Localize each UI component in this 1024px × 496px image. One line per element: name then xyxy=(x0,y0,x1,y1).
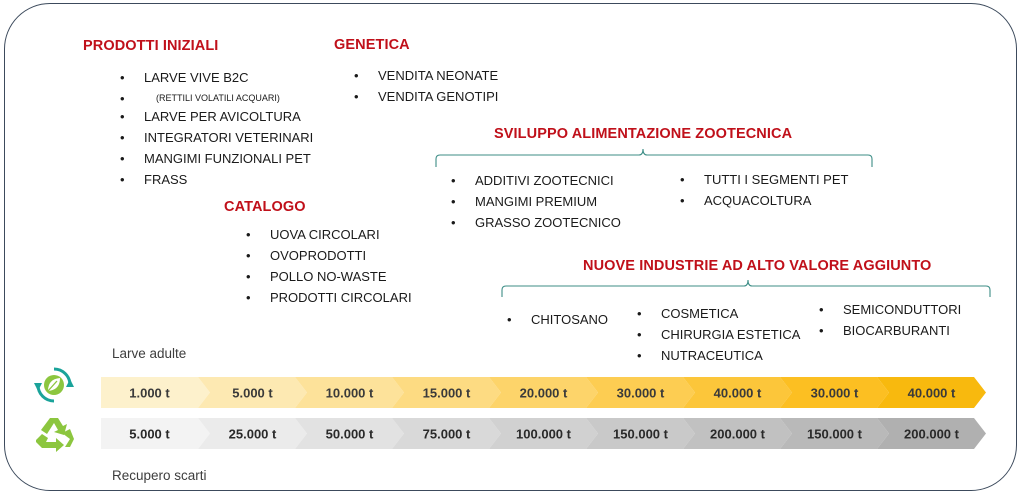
list-item: • NUTRACEUTICA xyxy=(637,345,800,366)
list-item: • MANGIMI PREMIUM xyxy=(451,191,621,212)
list-item: • COSMETICA xyxy=(637,303,800,324)
list-item: • CHITOSANO xyxy=(507,309,608,330)
list-item: • SEMICONDUTTORI xyxy=(819,299,961,320)
larve-value-1: 1.000 t xyxy=(129,385,170,401)
catalogo-title: CATALOGO xyxy=(224,199,306,215)
scarti-value-9: 200.000 t xyxy=(904,426,959,442)
larve-value-3: 10.000 t xyxy=(325,385,374,401)
nuove-industrie-title: NUOVE INDUSTRIE AD ALTO VALORE AGGIUNTO xyxy=(583,258,932,274)
list-item: • VENDITA GENOTIPI xyxy=(354,86,498,107)
recupero-scarti-label: Recupero scarti xyxy=(112,468,207,483)
prodotti-note: (RETTILI VOLATILI ACQUARI) xyxy=(156,93,280,103)
list-item: • INTEGRATORI VETERINARI xyxy=(120,127,313,148)
scarti-value-1: 5.000 t xyxy=(129,426,170,442)
list-item: • VENDITA NEONATE xyxy=(354,65,498,86)
list-item: • ACQUACOLTURA xyxy=(680,190,848,211)
list-item: • OVOPRODOTTI xyxy=(246,245,412,266)
list-item: • POLLO NO-WASTE xyxy=(246,266,412,287)
list-item: • CHIRURGIA ESTETICA xyxy=(637,324,800,345)
scarti-value-8: 150.000 t xyxy=(807,426,862,442)
larve-value-7: 40.000 t xyxy=(713,385,762,401)
larve-value-9: 40.000 t xyxy=(907,385,956,401)
list-item: • TUTTI I SEGMENTI PET xyxy=(680,169,848,190)
list-item: • ADDITIVI ZOOTECNICI xyxy=(451,170,621,191)
scarti-value-6: 150.000 t xyxy=(613,426,668,442)
list-item: • FRASS xyxy=(120,169,313,190)
larve-value-6: 30.000 t xyxy=(616,385,665,401)
list-item: • PRODOTTI CIRCOLARI xyxy=(246,287,412,308)
genetica-title: GENETICA xyxy=(334,37,410,53)
prodotti-iniziali-title: PRODOTTI INIZIALI xyxy=(83,38,219,54)
scarti-value-2: 25.000 t xyxy=(228,426,277,442)
list-item: • LARVE VIVE B2C xyxy=(120,67,313,88)
list-item: • BIOCARBURANTI xyxy=(819,320,961,341)
list-item: • LARVE PER AVICOLTURA xyxy=(120,106,313,127)
larve-value-5: 20.000 t xyxy=(519,385,568,401)
larve-value-4: 15.000 t xyxy=(422,385,471,401)
list-item: • MANGIMI FUNZIONALI PET xyxy=(120,148,313,169)
alimentazione-title: SVILUPPO ALIMENTAZIONE ZOOTECNICA xyxy=(494,126,793,142)
list-item: • UOVA CIRCOLARI xyxy=(246,224,412,245)
scarti-value-7: 200.000 t xyxy=(710,426,765,442)
scarti-value-3: 50.000 t xyxy=(325,426,374,442)
larve-adulte-label: Larve adulte xyxy=(112,346,187,361)
scarti-value-5: 100.000 t xyxy=(516,426,571,442)
scarti-value-4: 75.000 t xyxy=(422,426,471,442)
larve-value-2: 5.000 t xyxy=(232,385,273,401)
larve-value-8: 30.000 t xyxy=(810,385,859,401)
list-item: • GRASSO ZOOTECNICO xyxy=(451,212,621,233)
